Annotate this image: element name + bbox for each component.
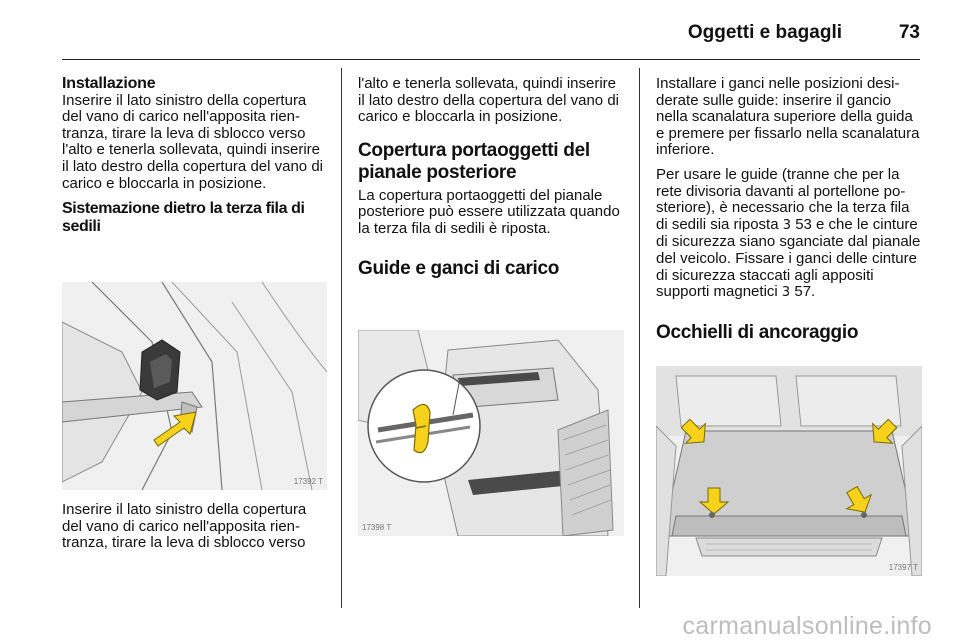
paragraph: Installare i ganci nelle posizioni desiderate sulle guide: inserire il gancio nella scanalatura superiore della guida e premere per fissarlo nella scanalatura inferiore. <box>656 75 920 159</box>
heading-terza-fila: Sistemazione dietro la terza fila di sedili <box>62 200 305 236</box>
paragraph-part: Per usare le guide (tranne che per la rete divisoria davanti al portellone posteriore), è necessario che la terza fila di sedili sia riposta <box>656 165 910 233</box>
column-2 <box>358 76 624 280</box>
column-1 <box>62 76 328 252</box>
heading-occhielli: Occhielli di ancoraggio <box>656 321 859 343</box>
figure-code: 17398 T <box>362 523 392 532</box>
column-divider-1 <box>341 68 342 608</box>
paragraph: Inserire il lato sinistro della copertura del vano di carico nell'apposita rientranza, tirare la leva di sblocco verso <box>62 501 307 552</box>
watermark: carmanualsonline.info <box>682 612 932 640</box>
page-header <box>0 0 960 62</box>
paragraph: l'alto e tenerla sollevata, quindi inserire il lato destro della copertura del vano di carico e bloccarla in posizione. <box>358 75 619 126</box>
paragraph <box>656 167 922 302</box>
paragraph-part: e che le cinture di sicurezza siano sganciate dal pianale del veicolo. Fissare i ganci delle cinture di sicurezza staccati agli appositi supporti magnetici <box>656 215 921 301</box>
column-1-lower <box>62 502 328 560</box>
heading-guide-ganci: Guide e ganci di carico <box>358 257 560 279</box>
column-divider-2 <box>639 68 640 608</box>
heading-installazione: Installazione <box>62 75 156 92</box>
section-title: Oggetti e bagagli <box>687 22 842 43</box>
paragraph: La copertura portaoggetti del pianale posteriore può essere utilizzata quando la terza fila di sedili è riposta. <box>358 186 620 237</box>
paragraph: Inserire il lato sinistro della copertura del vano di carico nell'apposita rientranza, tirare la leva di sblocco verso l'alto e tenerla sollevata, quindi inserire il lato destro della copertura del vano di carico e bloccarla in posizione. <box>62 91 323 192</box>
page-ref[interactable]: 53 <box>795 215 812 233</box>
column-3 <box>656 76 922 344</box>
page-ref-icon: 3 <box>782 217 792 233</box>
page-ref[interactable]: 57. <box>794 283 816 301</box>
figure-code: 17392 T <box>293 477 323 486</box>
figure-anchor-eyelets <box>656 366 922 576</box>
heading-copertura-portaoggetti: Copertura portaoggetti del pianale posteriore <box>358 139 590 183</box>
figure-guides-hooks <box>358 330 624 536</box>
figure-code: 17397 T <box>888 563 918 572</box>
page-ref-icon: 3 <box>781 285 791 301</box>
header-rule <box>62 59 920 60</box>
figure-cargo-cover-left <box>62 282 327 490</box>
page-number: 73 <box>898 22 920 43</box>
